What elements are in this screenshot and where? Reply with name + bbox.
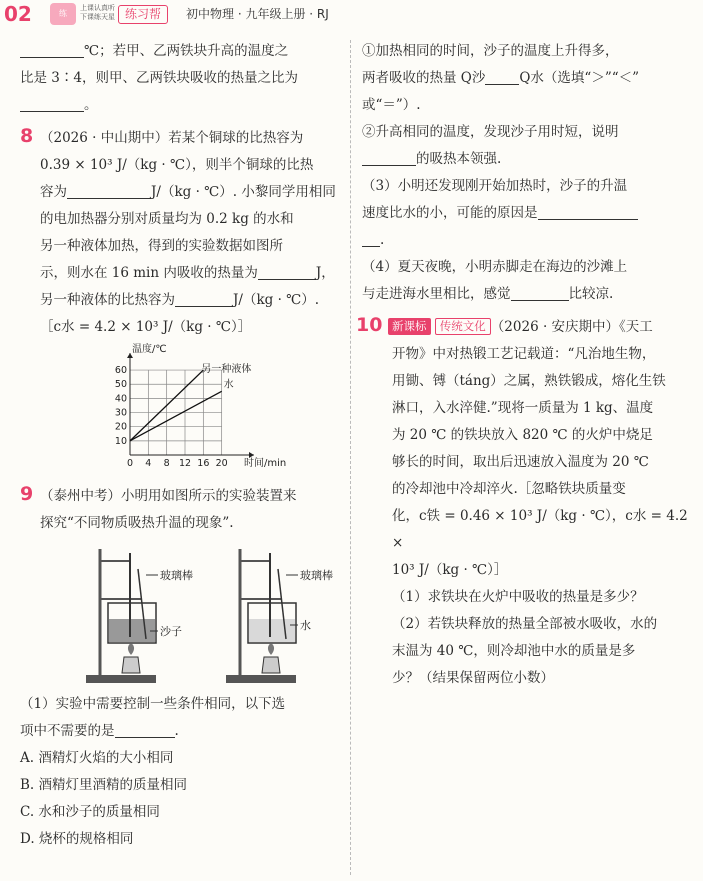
question-9: 9 （泰州中考）小明用如图所示的实验装置来 探究“不同物质吸热升温的现象”. 玻璃棒 沙子 玻璃棒 水 （1）实验中需要控制一些条件相同，以下选 项中不需要的是 . A. 酒精灯火焰的大小相同 B. 酒精灯里酒精的质量相同 C. 水和沙子的质量相同 D. 烧杯的规格相同 xyxy=(20,481,342,853)
label-glass-rod: 玻璃棒 xyxy=(160,569,193,582)
answer-blank[interactable] xyxy=(485,67,519,85)
tag-traditional-culture: 传统文化 xyxy=(435,318,491,335)
answer-blank[interactable] xyxy=(362,229,380,247)
series-line-1 xyxy=(130,391,222,441)
x-tick-label: 0 xyxy=(126,458,134,469)
label-glass-rod: 玻璃棒 xyxy=(300,569,333,582)
slogan: 上课认真听 下课练天星 xyxy=(80,4,115,21)
y-tick-label: 50 xyxy=(114,379,127,391)
label-water: 水 xyxy=(300,619,311,632)
option-a: A. 酒精灯火焰的大小相同 xyxy=(20,750,174,766)
question-8: 8 （2026 · 中山期中）若某个铜球的比热容为 0.39 × 10³ J/（kg · ℃），则半个铜球的比热 容为 J/（kg · ℃）. 小黎同学用相同 的电加热器分别对质量均为 0.2 kg 的水和 另一种液体加热，得到的实验数据如图所 示，则水在 16 min 内吸收的热量为 J， 另一种液体的比热容为 J/（kg · ℃）. ［c水 = 4.2 × 10³ J/（kg · ℃）］ 0 4 8 12 16 20 10 20 30 40 50 60 温度/℃ 时间/min 另一种液体 水 xyxy=(20,123,342,473)
y-tick-label: 20 xyxy=(114,421,127,433)
label-sand: 沙子 xyxy=(160,625,182,638)
q9-cont-line: 与走进海水里相比，感觉 比较凉. xyxy=(362,281,692,308)
question-10: 10 新课标 传统文化 （2026 · 安庆期中）《天工 开物》中对热锻工艺记载道：“凡治地生物， 用锄、镈（táng）之属，熟铁锻成，熔化生铁 淋口，入水淬健.”现将一质量为 1 kg、温度 为 20 ℃ 的铁块放入 820 ℃ 的火炉中烧足 够长的时间，取出后迅速放入温度为 20 ℃ 的冷却池中冷却淬火.［忽略铁块质量变 化，c铁 = 0.46 × 10³ J/（kg · ℃），c水 = 4.2 × 10³ J/（kg · ℃）］ （1）求铁块在火炉中吸收的热量是多少？ （2）若铁块释放的热量全部被水吸收，水的 末温为 40 ℃，则冷却池中水的质量是多 少？（结果保留两位小数） xyxy=(356,314,688,686)
y-tick-label: 30 xyxy=(114,407,127,419)
y-tick-label: 10 xyxy=(114,435,127,447)
series-label: 另一种液体 xyxy=(201,364,252,376)
experiment-apparatus-figure xyxy=(46,539,346,687)
page-number: 02 xyxy=(4,2,32,26)
page-header xyxy=(0,0,703,30)
q9-cont-line: ②升高相同的温度，发现沙子用时短，说明 xyxy=(362,124,619,140)
q9-cont-line: 或“＝”）. xyxy=(362,97,421,113)
answer-blank[interactable] xyxy=(362,148,416,166)
series-label: 水 xyxy=(223,379,234,391)
answer-blank[interactable] xyxy=(67,181,151,199)
x-tick-label: 20 xyxy=(215,458,228,469)
x-tick-label: 4 xyxy=(145,458,152,469)
stand-sand xyxy=(86,549,158,683)
answer-blank[interactable] xyxy=(258,262,316,280)
question-number: 9 xyxy=(20,483,34,505)
x-tick-label: 8 xyxy=(163,458,170,469)
q7-line: 。 xyxy=(20,92,342,119)
brand-logo-icon: 练 xyxy=(50,3,76,25)
q9-cont-line: 速度比水的小，可能的原因是 xyxy=(362,200,692,227)
answer-blank[interactable] xyxy=(511,283,569,301)
y-axis-label: 温度/℃ xyxy=(132,344,167,355)
series-badge: 练习帮 xyxy=(118,5,168,24)
option-c: C. 水和沙子的质量相同 xyxy=(20,804,160,820)
q9-cont-line: . xyxy=(362,227,692,254)
answer-blank[interactable] xyxy=(175,289,233,307)
tag-new-curriculum: 新课标 xyxy=(388,318,431,335)
left-column xyxy=(20,38,342,853)
option-b: B. 酒精灯里酒精的质量相同 xyxy=(20,777,188,793)
question-number: 10 xyxy=(356,314,383,336)
q9-cont-line: 的吸热本领强. xyxy=(362,146,692,173)
column-divider xyxy=(350,40,351,875)
question-number: 8 xyxy=(20,125,34,147)
x-tick-label: 16 xyxy=(197,458,210,469)
answer-blank[interactable] xyxy=(20,94,84,112)
right-column xyxy=(356,38,692,692)
y-tick-label: 60 xyxy=(114,365,127,377)
y-tick-label: 40 xyxy=(114,393,127,405)
answer-blank[interactable] xyxy=(538,202,638,220)
stand-water xyxy=(226,549,298,683)
x-axis-label: 时间/min xyxy=(244,458,287,469)
q9-cont-line: （3）小明还发现刚开始加热时，沙子的升温 xyxy=(362,178,628,194)
answer-blank[interactable] xyxy=(115,720,175,738)
q7-line: 比是 3∶4，则甲、乙两铁块吸收的热量之比为 xyxy=(20,70,298,86)
option-d: D. 烧杯的规格相同 xyxy=(20,831,134,847)
q9-cont-line: ①加热相同的时间，沙子的温度上升得多， xyxy=(362,43,619,59)
x-tick-label: 12 xyxy=(178,458,192,469)
q9-cont-line: 两者吸收的热量 Q沙 Q水（选填“＞”“＜” xyxy=(362,65,692,92)
temperature-time-chart xyxy=(108,343,287,473)
q7-line: ℃；若甲、乙两铁块升高的温度之 xyxy=(20,38,342,65)
course-title: 初中物理 · 九年级上册 · RJ xyxy=(186,7,329,21)
answer-blank[interactable] xyxy=(20,40,84,58)
q9-cont-line: （4）夏天夜晚，小明赤脚走在海边的沙滩上 xyxy=(362,259,628,275)
